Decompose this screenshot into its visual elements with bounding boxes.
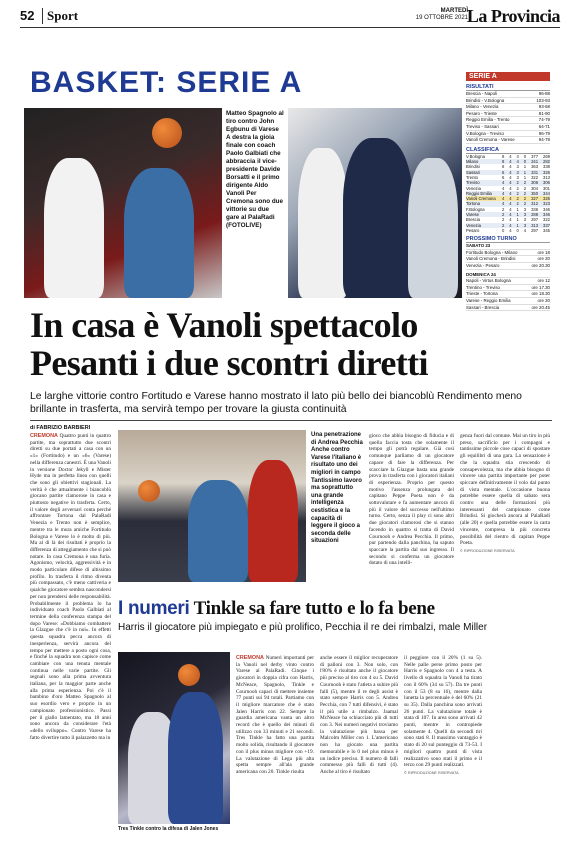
stat-cell: 2: [523, 185, 527, 191]
stat-cell: 336: [531, 206, 539, 212]
fixture-match: Vanoli Cremona - Brindisi: [466, 256, 516, 262]
article1-text4: genza fuori dal comune. Mai un tiro in più preso, sacrificio per i compagni e tantissime piccole cose capaci di spostare gli equilibri di una gara. La sensazione è che la squadra stia crescendo di consapevolezza, ma che abbia bisogno di vincere una partita importante per poter spiccare definitivamente il volo dal punto di vista mentale. L'occasione buona potrebbe essere quella di sabato sera contro una delle formazioni più interessanti del campionato come Brindisi. Si giocherà ancora al PalaRadi (alle 20) e quella potrebbe essere la carta vincente, compresa la più concreta possibilità del rientro di capitan Peppe Poeta.: [460, 433, 550, 547]
article2-text1: Numeri importanti per la Vanoli nel derby vinto contro Varese al PalaRadi. Cinque i giocatori in doppia cifra con Harris, McNeace, Spagnolo, Tinkle e Cournooh capaci di mettere insieme 77 punti sui 94 totali. Partiamo con il migliore marcatore che è stato Jalen Harris con 22. Sempre la guardia americana vanta un altro record che è quello dei minuti di utilizzo con 33 minuti e 21 secondi. Tres Tinkle ha fatto una partita molto solida, risultando il giocatore con il plus minus migliore con +19. La valutazione di Lega più alta spetta sempre all'ala grande americana con 20. Tinkle risulta: [236, 655, 314, 775]
page-number: 52: [20, 8, 35, 23]
article2-kicker: I numeri: [118, 598, 190, 619]
fixture-match: Trieste - Tortona: [466, 291, 498, 297]
team-name: Varese: [466, 212, 479, 218]
sidebar-title: SERIE A: [466, 72, 550, 81]
issue-date: [416, 8, 468, 22]
team-name: Trento: [466, 174, 478, 180]
stat-cell: 2: [516, 180, 519, 186]
stat-cell: 1: [523, 174, 527, 180]
team-name: Tortona: [466, 201, 480, 207]
stat-cell: 4: [509, 212, 512, 218]
stat-cell: 2: [502, 217, 505, 223]
team-name: Sassari: [466, 169, 480, 175]
stat-cell: 8: [502, 153, 505, 159]
player-blue-jersey: [124, 168, 194, 298]
section-name: Sport: [42, 8, 78, 24]
results-label: RISULTATI: [466, 84, 550, 91]
main-headline-line1: In casa è Vanoli spettacolo: [30, 305, 418, 345]
stat-cell: 4: [509, 201, 512, 207]
stat-cell: 345: [542, 227, 550, 233]
newspaper-logo: La Provincia: [466, 6, 560, 26]
photo4-caption: Tres Tinkle contro la difesa di Jalen Jones: [118, 826, 219, 832]
result-score: 64-71: [538, 123, 550, 129]
stat-cell: 344: [542, 190, 550, 196]
stat-cell: 1: [516, 206, 519, 212]
stat-cell: 1: [523, 164, 527, 170]
result-row: [466, 111, 550, 118]
fixture-match: Trentino - Treviso: [466, 284, 500, 290]
team-name: Milano: [466, 159, 479, 165]
stat-cell: 306: [531, 180, 539, 186]
stat-cell: 4: [509, 153, 512, 159]
stat-cell: 2: [516, 185, 519, 191]
stat-cell: 1: [516, 217, 519, 223]
article1-column4: [460, 433, 550, 589]
stat-cell: 377: [531, 153, 539, 159]
next-saturday-label: [466, 243, 550, 250]
stat-cell: 4: [509, 222, 512, 228]
stat-cell: 4: [516, 159, 519, 165]
stat-cell: 2: [516, 196, 519, 202]
team-name: Venezia: [466, 185, 481, 191]
byline: di FABRIZIO BARBIERI: [30, 425, 91, 431]
article1-column3: gioco che abbia bisogno di fiducia e di quella faccia tosta che solamente il tempo gli potrà regalare. Già così comunque parliamo di un giocatore capace di fare la differenza. Per scacciare la Glazgue basta una grande prova in trasferta con i giocatori italiani di esperienza. Proprio per questo motivo l'assenza prolungata del capitano Peppe Poeta non è da sottovalutare e fa aumentare ancora di più il valore del successo nell'ultimo turno. Certo, senza il play ci sono altri due giocatori clamorosi che si stanno facendo in quattro si tratta di David Cournooh e Andrea Pecchia. Il primo, pur partendo dalla panchina, ha saputo spaccare la partita dal suo ingresso. Il secondo si conferma un giocatore dotato di una intelli-: [369, 433, 454, 567]
basketball-icon: [138, 480, 160, 502]
result-row: [466, 131, 550, 138]
stat-cell: 0: [523, 153, 527, 159]
result-match: Vanoli Cremona - Varese: [466, 137, 515, 143]
dateline-city: CREMONA: [236, 655, 264, 661]
stat-cell: 4: [509, 217, 512, 223]
stat-cell: 3: [523, 217, 527, 223]
stat-cell: 1: [516, 222, 519, 228]
fixture-row: [466, 263, 550, 270]
stat-cell: 2: [523, 196, 527, 202]
team-name: V.Bologna: [466, 153, 485, 159]
article1-text1: Quattro punti in quattro partite, ma soprattutto due scontri diretti su due portati a casa con un «1» (Fortitudo) e un «6» (Varese) nella differenza canestri. È una Vanoli in versione Doctor Jekyll e Mister Hyde ma in perfetta linea con quelli che sono gli obiettivi stagionali. La verità è che attualmente i biancoblù giocano partite clamorose in casa e piuttosto negative in trasferta. Certo, il valore degli avversari conta perché affrontare Tortona dal PalaRadi Venezia e Trento non è semplice, mentre tra le mura amiche Fortitudo Bologna e Varese lo è molto di più. Ma al di là dei risultati è proprio la differenza di atteggiamento che si può notare. In casa Cremona è una furia. Agonismo, velocità, aggressività e in modo particolare difese di altissimo profilo. In trasferta il ritmo diventa più compassato, c'è meno cattiveria e qualche giocatore sembra nascondersi per non prendersi delle responsabilità. Probabilmente il problema lo ha individuato coach Paolo Galbiati al termine della conferenza stampa del dopo Varese: «Dobbiamo combattere la Glazgue che c'è in noi». In effetti questa squadra pecca ancora di inesperienza, servirà ancora del tempo per mettere a posto ogni cosa, e finché la squadra non capisce come cambiare con una tenuta mentale continua nelle varie partite. Gli segnali sono alla prima avventura italiana, per la maggior parte anche alla prima esperienza. Poi c'è il bambino d'oro Matteo Spagnolo al suo esordio vero e proprio in un campionato professionistico. Passi per il giallo lamentato, ma 18 anni sono ancora da considerare l'età «dello sviluppo». Contro Varese ha fatto divertire tutto il palazzetto ma in: [30, 433, 111, 741]
fixture-match: Napoli - Virtus Bologna: [466, 278, 511, 284]
photo-caption: Matteo Spagnolo al tiro contro John Egbunu di Varese A destra la gioia finale con coach Paolo Galbiati che abbraccia il vice-presidente Davide Borsatti e il primo dirigente Aldo Vanoli Per Cremona sono due vittorie su due gare al PalaRadi (FOTOLIVE): [226, 110, 284, 229]
stat-cell: 4: [509, 159, 512, 165]
article2-subheadline: Harris il giocatore più impiegato e più prolifico, Pecchia il re dei rimbalzi, male Miller: [118, 622, 488, 633]
stat-cell: 2: [502, 206, 505, 212]
stat-cell: 297: [531, 217, 539, 223]
stat-cell: 304: [531, 185, 539, 191]
result-score: 94-78: [538, 137, 550, 143]
stat-cell: 4: [509, 227, 512, 233]
person-dark-suit: [343, 138, 413, 298]
stat-cell: 313: [542, 174, 550, 180]
stat-cell: 4: [509, 169, 512, 175]
stat-cell: 322: [531, 174, 539, 180]
divider: [30, 420, 552, 421]
stat-cell: 2: [502, 222, 505, 228]
result-match: Pesaro - Trieste: [466, 110, 497, 116]
results-list: [466, 91, 550, 144]
stat-cell: 6: [502, 169, 505, 175]
stat-cell: 4: [516, 153, 519, 159]
stat-cell: 4: [523, 227, 527, 233]
stat-cell: 6: [502, 164, 505, 170]
dateline-city: CREMONA: [30, 433, 58, 439]
result-row: [466, 124, 550, 131]
team-name: Vanoli Cremona: [466, 196, 496, 202]
fixture-match: Sassari - Brescia: [466, 304, 500, 310]
article2-title: Tinkle sa fare tutto e lo fa bene: [193, 598, 435, 619]
stat-cell: 4: [509, 190, 512, 196]
stat-cell: 363: [531, 164, 539, 170]
fixture-match: Varese - Reggio Emilia: [466, 297, 511, 303]
player-white-jersey: [44, 158, 104, 298]
stat-cell: 3: [523, 206, 527, 212]
standings-label: CLASSIFICA: [466, 147, 550, 154]
stat-cell: 6: [502, 174, 505, 180]
fixture-match: Venezia - Pesaro: [466, 262, 500, 268]
copyright-note: © RIPRODUZIONE RISERVATA: [404, 770, 459, 775]
team-name: Pesaro: [466, 227, 480, 233]
result-score: 96-88: [538, 91, 550, 96]
team-name: Reggio Emilia: [466, 190, 492, 196]
main-subheadline: Le larghe vittorie contro Fortitudo e Varese hanno mostrato il lato più bello dei biancoblù Rendimento meno brillante in trasferta, ma servirà tempo per trovare la giusta continuità: [30, 391, 522, 415]
result-match: Brescia - Napoli: [466, 91, 497, 96]
stat-cell: 4: [509, 185, 512, 191]
stat-cell: 301: [542, 185, 550, 191]
stat-cell: 323: [542, 201, 550, 207]
section-kicker: BASKET: SERIE A: [30, 66, 303, 99]
stat-cell: 327: [531, 196, 539, 202]
stat-cell: 326: [542, 169, 550, 175]
stat-cell: 2: [523, 201, 527, 207]
copyright-note: © RIPRODUZIONE RISERVATA: [460, 548, 515, 553]
stat-cell: 0: [523, 159, 527, 165]
fixture-row: [466, 291, 550, 298]
fixture-time: ore 18: [537, 249, 550, 255]
stat-cell: 2: [523, 190, 527, 196]
article2-column3: [404, 655, 482, 835]
photo-celebration: [288, 108, 462, 298]
stat-cell: 4: [502, 196, 505, 202]
stat-cell: 326: [542, 196, 550, 202]
photo3-caption: Una penetrazione di Andrea Pecchia Anche contro Varese l'italiano è risultato uno dei migliori in campo Tantissimo lavoro ma soprattutto una grande intelligenza cestistica e la capacità di leggere il gioco a seconda delle situazioni: [311, 432, 363, 545]
next-round-label: PROSSIMO TURNO: [466, 236, 550, 243]
stat-cell: 4: [509, 196, 512, 202]
stat-cell: 4: [502, 190, 505, 196]
result-row: [466, 104, 550, 111]
result-score: 74-79: [538, 117, 550, 123]
stat-cell: 4: [509, 164, 512, 170]
issue-date-text: 19 OTTOBRE 2021: [415, 15, 468, 21]
next-sunday-text: DOMENICA 24: [466, 271, 496, 277]
result-match: V.Bologna - Treviso: [466, 130, 504, 136]
result-match: Milano - Venezia: [466, 104, 499, 110]
photo-spagnolo-shot: [24, 108, 222, 298]
stat-cell: 3: [523, 222, 527, 228]
stat-cell: 297: [531, 227, 539, 233]
stat-cell: 4: [502, 185, 505, 191]
fixture-time: ore 20: [537, 297, 550, 303]
standings-sidebar: [466, 72, 550, 311]
article1-column1: [30, 433, 111, 833]
result-row: [466, 98, 550, 105]
stat-cell: 2: [502, 212, 505, 218]
stat-cell: 3: [516, 174, 519, 180]
saturday-games-list: [466, 250, 550, 270]
next-saturday-text: SABATO 23: [466, 243, 491, 249]
stat-cell: 2: [523, 180, 527, 186]
stat-cell: 341: [531, 159, 539, 165]
stat-cell: 331: [531, 169, 539, 175]
person-background: [408, 158, 458, 298]
player-red-jersey: [248, 460, 298, 582]
stat-cell: 313: [531, 222, 539, 228]
basketball-icon: [152, 118, 182, 148]
stat-cell: 4: [509, 174, 512, 180]
stat-cell: 338: [542, 164, 550, 170]
person-white-shirt: [298, 148, 348, 298]
photo-pecchia-drive: [118, 430, 306, 582]
standings-row: [466, 228, 550, 233]
fixture-row: [466, 256, 550, 263]
fixture-row: [466, 285, 550, 292]
fixture-time: ore 20.30: [531, 262, 550, 268]
article2-column2: anche essere il miglior recuperatore di palloni con 3. Non solo, con l'80% è risultato anche il giocatore più preciso al tiro con 4 su 5. David Cournooh è stato l'atleta a subire più falli (5), mentre il re degli assist è stato sempre Harris con 5. Andrea Pecchia, con 7 tutti difensivi, è stato il più utile a rimbalzo. Jaamal McNeace ha schiacciato più di tutti con 3. Nei numeri negativi troviamo la valutazione più bassa per Malcolm Miller con 1. L'americano non ha giocato una partita memorabile e lo 0 nel plus minus è un indice preciso. Il numero di falli commesso più falli di tutti (4). Anche al tiro è risultato: [320, 655, 398, 775]
next-sunday-label: [466, 272, 550, 279]
team-name: Brindisi: [466, 164, 480, 170]
fixture-row: [466, 278, 550, 285]
stat-cell: 346: [542, 212, 550, 218]
article2-column1: [236, 655, 314, 835]
main-headline-line2: Pesanti i due scontri diretti: [30, 343, 428, 383]
stat-cell: 350: [531, 190, 539, 196]
result-row: [466, 137, 550, 144]
stat-cell: 2: [516, 201, 519, 207]
result-row: [466, 117, 550, 124]
stat-cell: 4: [502, 180, 505, 186]
article2-text3: il peggiore con il 20% (1 su 5). Nelle palle perse primo posto per Harris e Spagnolo con 4 a testa. A livello di squadra la Vanoli ha tirato con il 60% (34 su 57). Da tre punti con il 53 (8 su 16), mentre dalla lunetta la percentuale è del 60% (21 su 35). Dalla panchina sono arrivati 26 punti. La valutazione totale è stata di 107. In area sono arrivati 42 punti, mentre in contropiede solamente 4. Quelli da secondi tiri sono stati 8. Il massimo vantaggio è stato di 20 sul punteggio di 73-53. I migliori quattro punti di vista realizzativo sono stati il primo e il terzo con 29 punti realizzati.: [404, 655, 482, 769]
stat-cell: 312: [531, 201, 539, 207]
result-match: Treviso - Sassari: [466, 123, 499, 129]
standings-table: [466, 154, 550, 233]
result-score: 93-68: [538, 104, 550, 110]
fixture-row: [466, 298, 550, 305]
result-score: 81-90: [538, 110, 550, 116]
stat-cell: 337: [542, 222, 550, 228]
player-blue-jersey: [188, 480, 248, 582]
result-score: 96-79: [538, 130, 550, 136]
stat-cell: 4: [509, 206, 512, 212]
stat-cell: 0: [516, 227, 519, 233]
stat-cell: 4: [509, 180, 512, 186]
fixture-row: [466, 250, 550, 257]
team-name: Brescia: [466, 217, 480, 223]
basketball-icon: [178, 664, 200, 686]
stat-cell: 282: [542, 159, 550, 165]
fixture-time: ore 18.30: [531, 291, 550, 297]
stat-cell: 306: [542, 180, 550, 186]
article2-headline: [118, 598, 558, 620]
stat-cell: 1: [523, 169, 527, 175]
stat-cell: 322: [542, 217, 550, 223]
team-name: F.Bologna: [466, 206, 485, 212]
stat-cell: 3: [516, 164, 519, 170]
player-blue-jersey: [168, 692, 223, 824]
team-name: Treviso: [466, 180, 480, 186]
fixture-time: ore 17.30: [531, 284, 550, 290]
result-score: 103-93: [536, 97, 550, 103]
result-match: Brindisi - V.Bologna: [466, 97, 505, 103]
stat-cell: 269: [542, 153, 550, 159]
stat-cell: 288: [531, 212, 539, 218]
photo-tinkle: [118, 652, 230, 824]
stat-cell: 346: [542, 206, 550, 212]
stat-cell: 0: [502, 227, 505, 233]
stat-cell: 2: [516, 190, 519, 196]
page-header: [20, 6, 560, 28]
stat-cell: 3: [523, 212, 527, 218]
fixture-time: ore 20: [537, 256, 550, 262]
fixture-time: ore 20.45: [531, 304, 550, 310]
stat-cell: 3: [516, 169, 519, 175]
fixture-time: ore 12: [537, 278, 550, 284]
stat-cell: 1: [516, 212, 519, 218]
stat-cell: 4: [502, 201, 505, 207]
result-row: [466, 91, 550, 98]
issue-weekday: MARTEDÌ: [440, 8, 468, 14]
fixture-match: Fortitudo Bologna - Milano: [466, 249, 518, 255]
team-name: Venezia: [466, 222, 481, 228]
stat-cell: 8: [502, 159, 505, 165]
team-stats: [502, 228, 550, 233]
result-match: Reggio Emilia - Trento: [466, 117, 510, 123]
